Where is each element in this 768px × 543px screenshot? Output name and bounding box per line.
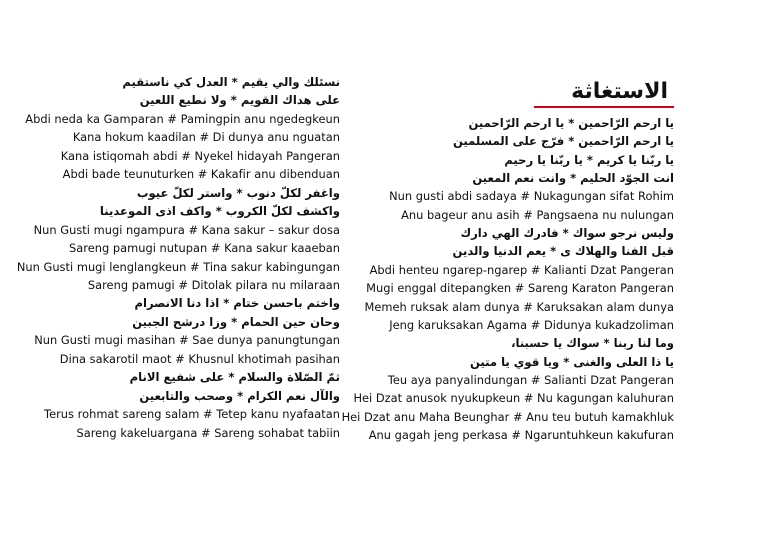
sundanese-verse-line: Nun gusti abdi sadaya # Nukagungan sifat Rohim	[389, 189, 674, 204]
arabic-verse-line: واغفر لكلّ دنوب * واستر لكلّ عيوب	[136, 185, 340, 200]
sundanese-verse-line: Kana istiqomah abdi # Nyekel hidayah Pangeran	[60, 148, 340, 163]
arabic-verse-line: وحان حين الحمام * وزا درشح الجبين	[132, 314, 340, 329]
arabic-verse-line: يا ارحم الرّاحمين * يا ارحم الرّاحمين	[468, 116, 674, 130]
sundanese-verse-line: Nun Gusti mugi masihan # Sae dunya panungtungan	[34, 333, 340, 348]
sundanese-verse-line: Mugi enggal ditepangken # Sareng Karaton Pangeran	[366, 281, 674, 296]
arabic-verse-line: ثمّ الصّلاة والسلام * على شفيع الانام	[129, 370, 340, 385]
sundanese-verse-line: Teu aya panyalindungan # Salianti Dzat Pangeran	[387, 372, 674, 387]
sundanese-verse-line: Hei Dzat anusok nyukupkeun # Nu kagungan kaluhuran	[353, 391, 674, 406]
sundanese-verse-line: Anu gagah jeng perkasa # Ngaruntuhkeun kakufuran	[368, 427, 674, 442]
sundanese-verse-line: Abdi neda ka Gamparan # Pamingpin anu ngedegkeun	[25, 111, 340, 126]
sundanese-verse-line: Dina sakarotil maot # Khusnul khotimah pasihan	[59, 351, 340, 366]
arabic-verse-line: واكشف لكلّ الكروب * واكف اذى الموعدينا	[99, 204, 340, 219]
sundanese-verse-line: Nun Gusti mugi lenglangkeun # Tina sakur kabingungan	[16, 259, 340, 274]
sundanese-verse-line: Abdi bade teunuturken # Kakafir anu dibenduan	[62, 167, 340, 182]
sundanese-verse-line: Memeh ruksak alam dunya # Karuksakan alam dunya	[364, 299, 674, 314]
sundanese-verse-line: Nun Gusti mugi ngampura # Kana sakur – sakur dosa	[33, 222, 340, 237]
sundanese-verse-line: Sareng pamugi nutupan # Kana sakur kaaeban	[69, 241, 340, 256]
arabic-verse-line: نسئلك والي يقيم * العدل كي ناستقيم	[122, 75, 340, 89]
sundanese-verse-line: Hei Dzat anu Maha Beunghar # Anu teu butuh kamakhluk	[341, 409, 674, 424]
sundanese-verse-line: Terus rohmat sareng salam # Tetep kanu nyafaatan	[44, 407, 340, 422]
sundanese-verse-line: Kana hokum kaadilan # Di dunya anu nguatan	[72, 130, 340, 145]
arabic-verse-line: والآل نعم الكرام * وصحب والتابعين	[139, 388, 340, 403]
arabic-verse-line: يا ارحم الرّاحمين * فرّج على المسلمين	[452, 134, 674, 149]
arabic-verse-line: واختم باحسن ختام * اذا دنا الانصرام	[134, 296, 340, 311]
arabic-verse-line: قبل الفنا والهلاك ى * يعم الدنيا والدين	[452, 244, 674, 259]
sundanese-verse-line: Anu bageur anu asih # Pangsaena nu nulungan	[401, 207, 674, 222]
sundanese-verse-line: Abdi henteu ngarep-ngarep # Kalianti Dzat Pangeran	[369, 262, 674, 277]
arabic-verse-line: يا ذا العلى والغنى * ويا قوي يا متين	[469, 354, 674, 369]
page-title: الاستغاثة	[571, 79, 668, 104]
sundanese-verse-line: Jeng karuksakan Agama # Didunya kukadzoliman	[389, 317, 674, 332]
arabic-verse-line: وما لنا ربنا * سواك يا حسبنا،	[511, 336, 674, 351]
arabic-verse-line: وليس نرجو سواك * فادرك الهي دارك	[460, 226, 674, 241]
arabic-verse-line: على هداك القويم * ولا نطيع اللعين	[139, 93, 340, 108]
sundanese-verse-line: Sareng kakeluargana # Sareng sohabat tabiin	[76, 425, 340, 440]
sundanese-verse-line: Sareng pamugi # Ditolak pilara nu milaraan	[87, 277, 340, 292]
title-underline	[534, 106, 674, 108]
arabic-verse-line: يا ربّنا يا كريم * يا ربّنا يا رحيم	[504, 152, 674, 167]
arabic-verse-line: انت الجوّد الحليم * وانت نعم المعين	[472, 171, 674, 186]
